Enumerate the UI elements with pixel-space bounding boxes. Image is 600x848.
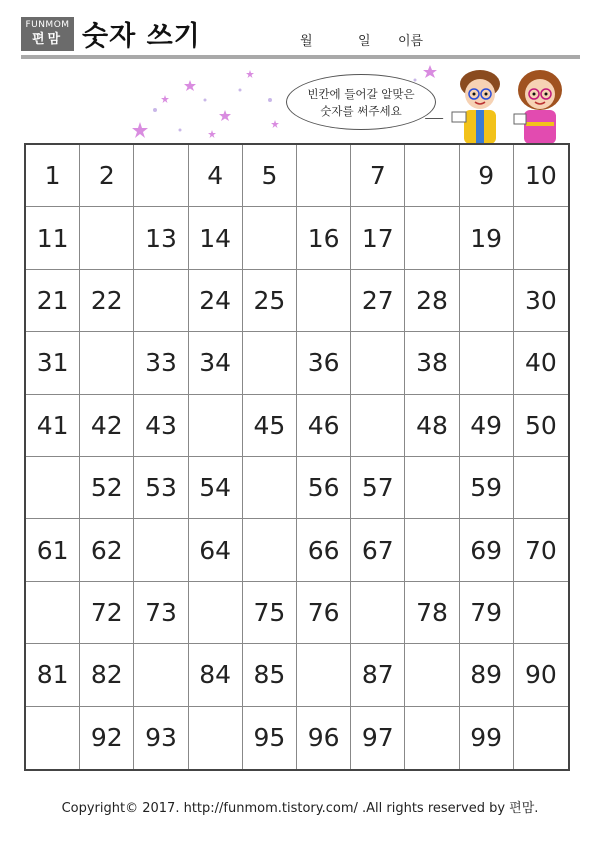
number-cell: 79 [460, 582, 514, 644]
funmom-logo [21, 17, 74, 51]
blank-cell[interactable] [189, 582, 243, 644]
blank-cell[interactable] [26, 707, 80, 769]
blank-cell[interactable] [297, 145, 351, 207]
number-cell: 34 [189, 332, 243, 394]
number-cell: 16 [297, 207, 351, 269]
number-cell: 43 [134, 395, 188, 457]
number-cell: 19 [460, 207, 514, 269]
number-cell: 78 [405, 582, 459, 644]
page-title: 숫자 쓰기 [82, 21, 201, 52]
blank-cell[interactable] [405, 145, 459, 207]
number-cell: 17 [351, 207, 405, 269]
blank-cell[interactable] [189, 707, 243, 769]
blank-cell[interactable] [26, 457, 80, 519]
blank-cell[interactable] [189, 395, 243, 457]
number-cell: 40 [514, 332, 568, 394]
number-cell: 69 [460, 519, 514, 581]
blank-cell[interactable] [297, 270, 351, 332]
blank-cell[interactable] [351, 332, 405, 394]
number-cell: 59 [460, 457, 514, 519]
blank-cell[interactable] [351, 582, 405, 644]
number-cell: 67 [351, 519, 405, 581]
number-cell: 28 [405, 270, 459, 332]
number-cell: 96 [297, 707, 351, 769]
number-cell: 24 [189, 270, 243, 332]
blank-cell[interactable] [514, 707, 568, 769]
number-cell: 2 [80, 145, 134, 207]
blank-cell[interactable] [405, 644, 459, 706]
number-cell: 76 [297, 582, 351, 644]
number-cell: 90 [514, 644, 568, 706]
number-cell: 54 [189, 457, 243, 519]
number-cell: 89 [460, 644, 514, 706]
number-cell: 62 [80, 519, 134, 581]
logo-english: FUNMOM [25, 20, 70, 30]
blank-cell[interactable] [405, 457, 459, 519]
number-cell: 41 [26, 395, 80, 457]
number-cell: 11 [26, 207, 80, 269]
number-cell: 10 [514, 145, 568, 207]
day-label: 일 [358, 34, 371, 49]
number-cell: 33 [134, 332, 188, 394]
name-label: 이름 [398, 34, 424, 49]
number-cell: 52 [80, 457, 134, 519]
number-cell: 50 [514, 395, 568, 457]
blank-cell[interactable] [134, 270, 188, 332]
number-cell: 36 [297, 332, 351, 394]
children-illustration-icon [440, 62, 580, 146]
number-cell: 5 [243, 145, 297, 207]
bubble-line-1: 빈칸에 들어갈 알맞은 [307, 87, 415, 101]
blank-cell[interactable] [134, 519, 188, 581]
blank-cell[interactable] [351, 395, 405, 457]
number-cell: 25 [243, 270, 297, 332]
number-cell: 82 [80, 644, 134, 706]
blank-cell[interactable] [514, 457, 568, 519]
blank-cell[interactable] [80, 207, 134, 269]
number-cell: 14 [189, 207, 243, 269]
number-cell: 85 [243, 644, 297, 706]
number-cell: 21 [26, 270, 80, 332]
number-cell: 92 [80, 707, 134, 769]
blank-cell[interactable] [514, 207, 568, 269]
blank-cell[interactable] [26, 582, 80, 644]
number-cell: 30 [514, 270, 568, 332]
blank-cell[interactable] [460, 270, 514, 332]
blank-cell[interactable] [460, 332, 514, 394]
number-cell: 4 [189, 145, 243, 207]
number-cell: 70 [514, 519, 568, 581]
number-cell: 81 [26, 644, 80, 706]
number-cell: 48 [405, 395, 459, 457]
month-label: 월 [300, 34, 313, 49]
number-cell: 31 [26, 332, 80, 394]
number-cell: 97 [351, 707, 405, 769]
number-cell: 87 [351, 644, 405, 706]
blank-cell[interactable] [134, 145, 188, 207]
blank-cell[interactable] [80, 332, 134, 394]
blank-cell[interactable] [405, 207, 459, 269]
blank-cell[interactable] [405, 707, 459, 769]
blank-cell[interactable] [297, 644, 351, 706]
blank-cell[interactable] [243, 207, 297, 269]
copyright-footer: Copyright© 2017. http://funmom.tistory.com/ .All rights reserved by 편맘. [61, 801, 539, 816]
number-cell: 7 [351, 145, 405, 207]
number-cell: 56 [297, 457, 351, 519]
speech-bubble [286, 74, 436, 130]
blank-cell[interactable] [134, 644, 188, 706]
number-cell: 84 [189, 644, 243, 706]
number-cell: 42 [80, 395, 134, 457]
number-cell: 57 [351, 457, 405, 519]
blank-cell[interactable] [243, 332, 297, 394]
number-grid [24, 143, 570, 771]
number-cell: 64 [189, 519, 243, 581]
number-cell: 53 [134, 457, 188, 519]
number-cell: 75 [243, 582, 297, 644]
number-cell: 66 [297, 519, 351, 581]
logo-korean: 편맘 [31, 32, 64, 47]
header-divider [21, 55, 580, 59]
bubble-line-2: 숫자를 써주세요 [320, 104, 402, 118]
blank-cell[interactable] [405, 519, 459, 581]
number-cell: 46 [297, 395, 351, 457]
blank-cell[interactable] [243, 457, 297, 519]
number-cell: 38 [405, 332, 459, 394]
number-cell: 73 [134, 582, 188, 644]
number-cell: 99 [460, 707, 514, 769]
number-cell: 45 [243, 395, 297, 457]
number-cell: 61 [26, 519, 80, 581]
number-cell: 1 [26, 145, 80, 207]
number-cell: 93 [134, 707, 188, 769]
number-cell: 27 [351, 270, 405, 332]
blank-cell[interactable] [243, 519, 297, 581]
number-cell: 49 [460, 395, 514, 457]
number-cell: 72 [80, 582, 134, 644]
blank-cell[interactable] [514, 582, 568, 644]
number-cell: 9 [460, 145, 514, 207]
number-cell: 13 [134, 207, 188, 269]
number-cell: 22 [80, 270, 134, 332]
number-cell: 95 [243, 707, 297, 769]
